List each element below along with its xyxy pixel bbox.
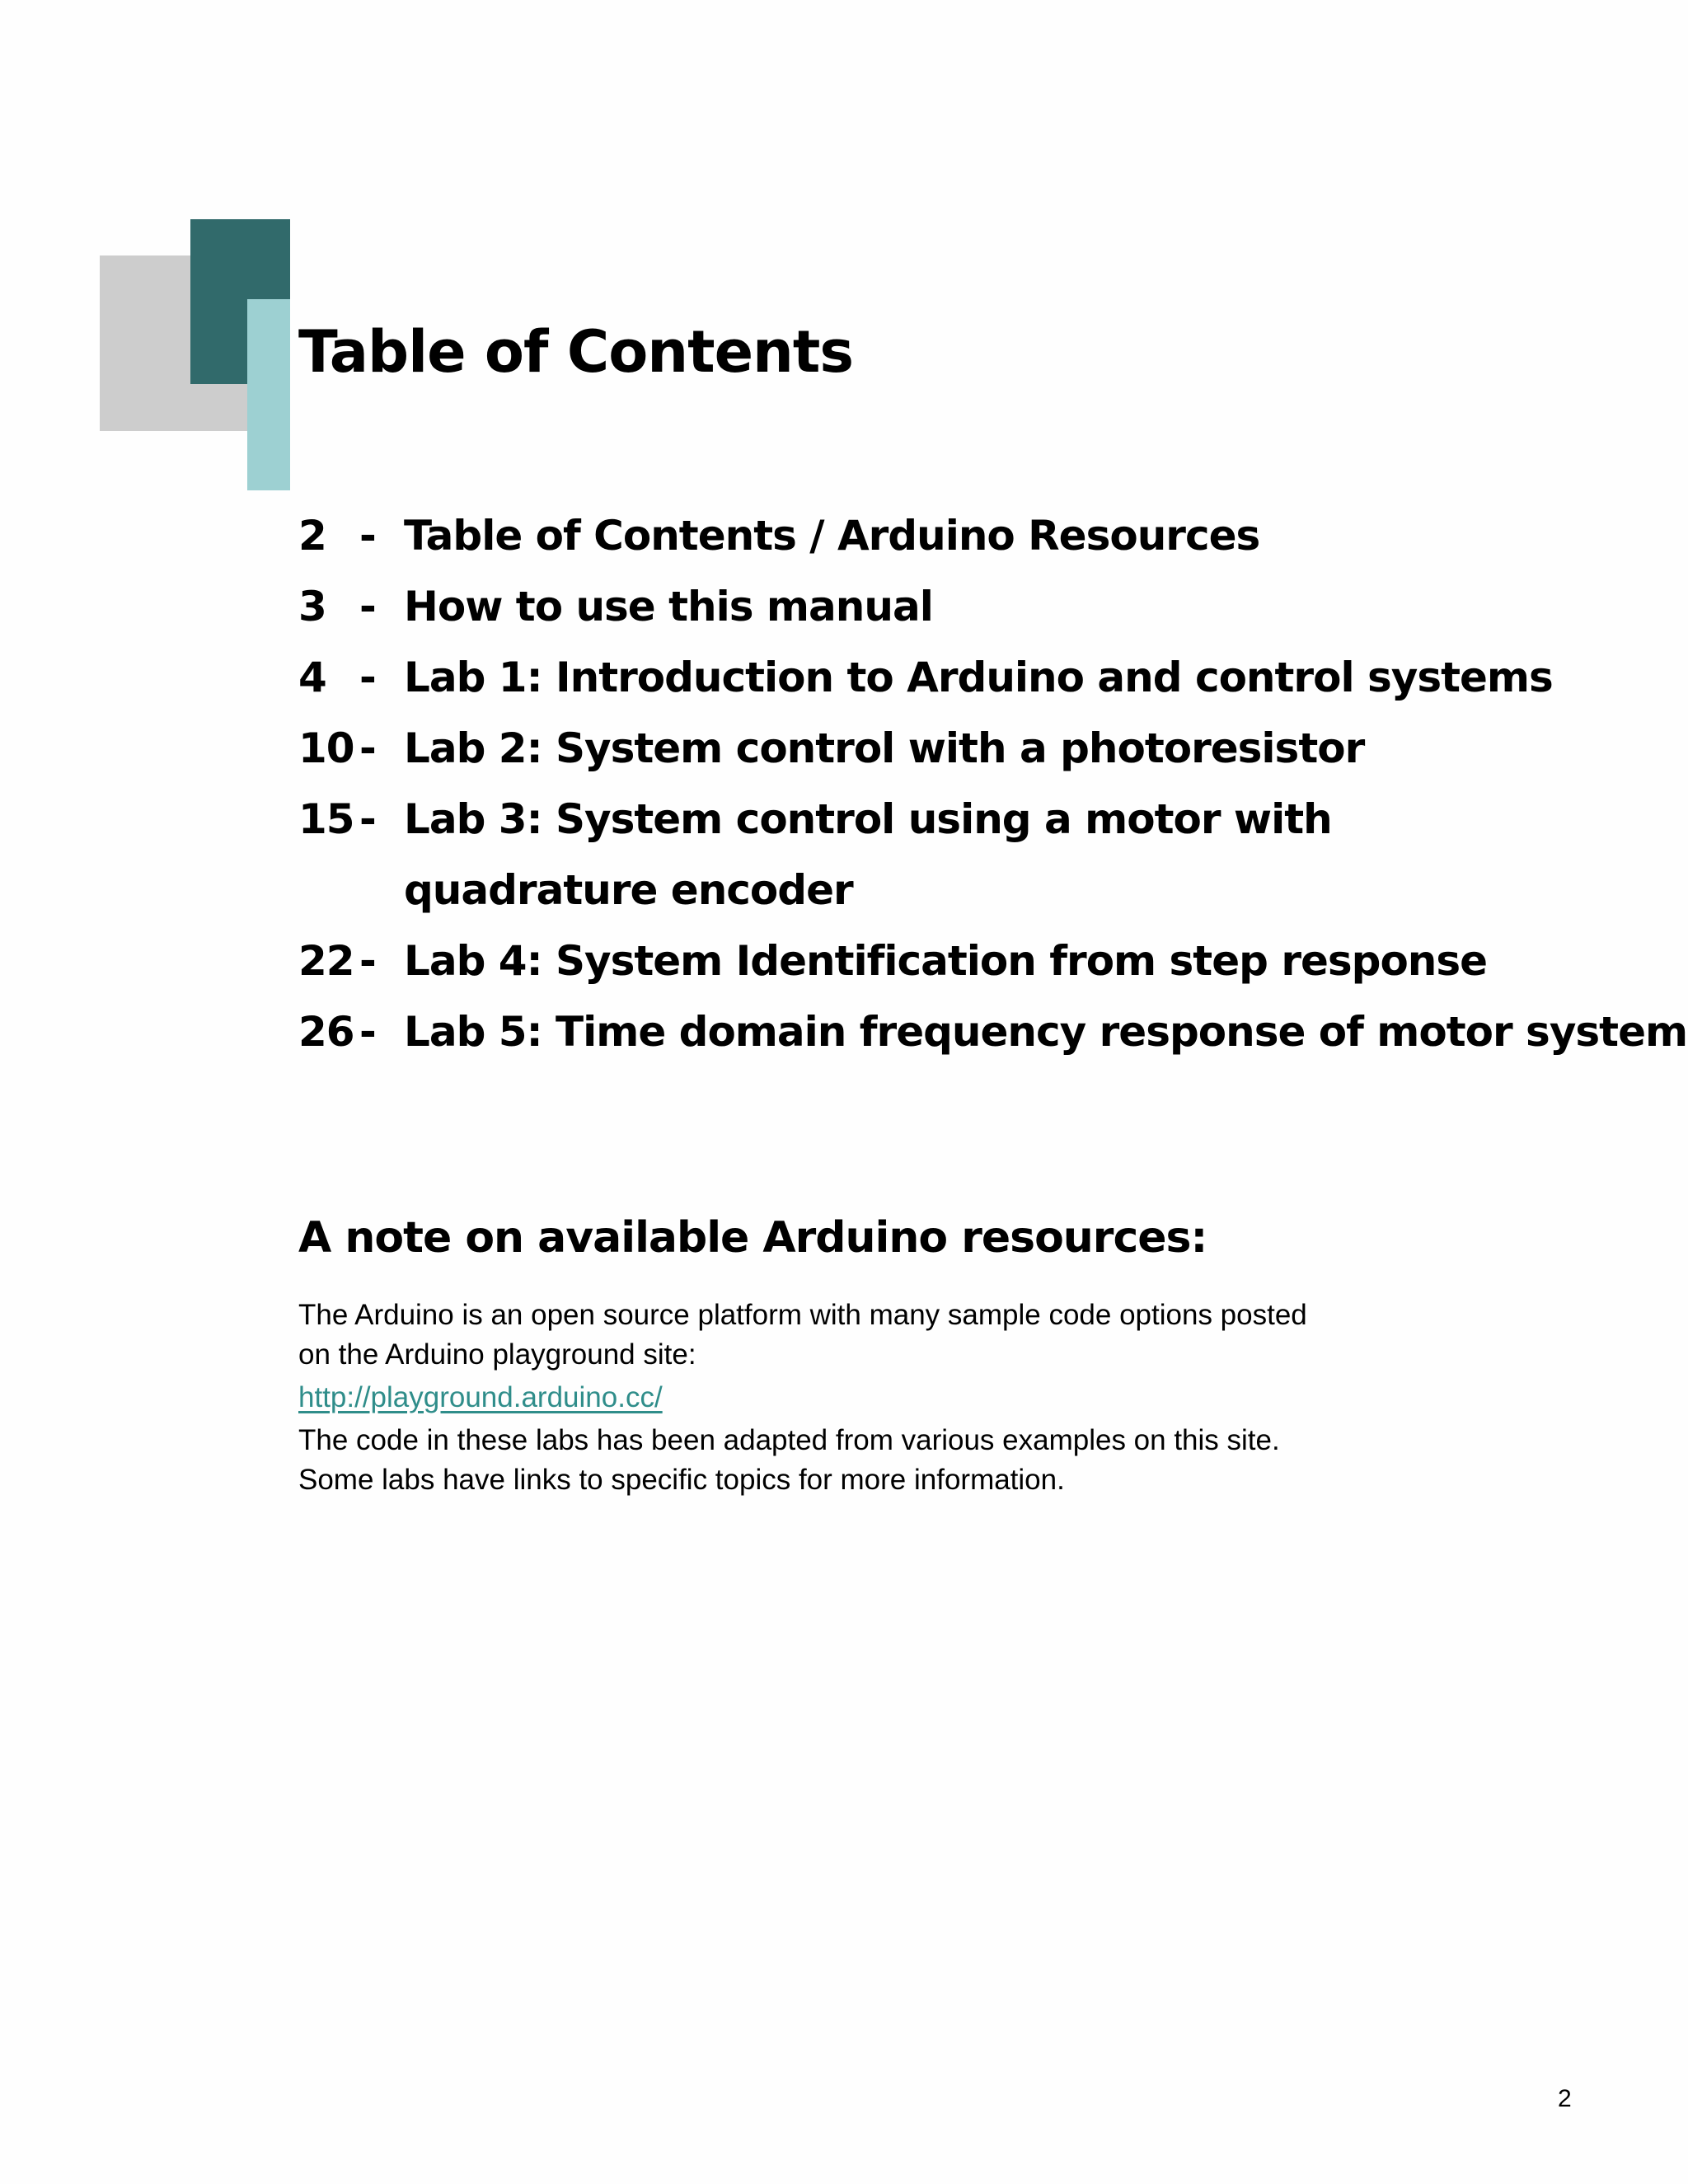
toc-separator: - bbox=[359, 795, 376, 843]
resources-note bbox=[298, 1296, 1452, 1500]
toc-page-number: 15 bbox=[298, 795, 354, 843]
toc-label: Lab 1: Introduction to Arduino and control systems bbox=[404, 654, 1553, 701]
toc-label: How to use this manual bbox=[404, 583, 933, 630]
note-text: The Arduino is an open source platform with many sample code options posted bbox=[298, 1299, 1307, 1331]
toc-label: Lab 4: System Identification from step response bbox=[404, 937, 1488, 985]
resources-heading: A note on available Arduino resources: bbox=[298, 1213, 1207, 1263]
toc-page-number: 4 bbox=[298, 654, 326, 701]
note-link-line bbox=[298, 1375, 1452, 1421]
page-title: Table of Contents bbox=[298, 318, 854, 386]
toc-label: Lab 2: System control with a photoresistor bbox=[404, 724, 1365, 772]
toc-page-number: 10 bbox=[298, 724, 354, 772]
toc-page-number: 26 bbox=[298, 1008, 354, 1056]
toc-entry[interactable] bbox=[298, 784, 1558, 926]
toc-page-number: 3 bbox=[298, 583, 326, 630]
toc-page-number: 22 bbox=[298, 937, 354, 985]
toc-page-number: 2 bbox=[298, 512, 326, 560]
note-text: The code in these labs has been adapted from various examples on this site. bbox=[298, 1424, 1280, 1456]
toc-label: Table of Contents / Arduino Resources bbox=[404, 512, 1260, 560]
toc-separator: - bbox=[359, 1008, 376, 1056]
toc-entry[interactable] bbox=[298, 571, 1687, 642]
decorative-light-teal-block bbox=[247, 299, 290, 490]
toc-entry[interactable] bbox=[298, 996, 1687, 1067]
toc-separator: - bbox=[359, 512, 376, 560]
toc-entry[interactable] bbox=[298, 926, 1687, 996]
playground-link[interactable]: http://playground.arduino.cc/ bbox=[298, 1381, 663, 1413]
toc-separator: - bbox=[359, 654, 376, 701]
page-number: 2 bbox=[1558, 2085, 1572, 2112]
toc-separator: - bbox=[359, 937, 376, 985]
table-of-contents bbox=[298, 500, 1687, 1067]
toc-label: Lab 5: Time domain frequency response of motor system bbox=[404, 1008, 1688, 1056]
note-text: Some labs have links to specific topics for more information. bbox=[298, 1464, 1065, 1496]
toc-separator: - bbox=[359, 583, 376, 630]
toc-entry[interactable] bbox=[298, 642, 1687, 713]
toc-entry[interactable] bbox=[298, 713, 1687, 784]
toc-separator: - bbox=[359, 724, 376, 772]
toc-label: Lab 3: System control using a motor with quadrature encoder bbox=[404, 795, 1332, 914]
note-text: on the Arduino playground site: bbox=[298, 1338, 696, 1371]
toc-entry[interactable] bbox=[298, 500, 1687, 571]
